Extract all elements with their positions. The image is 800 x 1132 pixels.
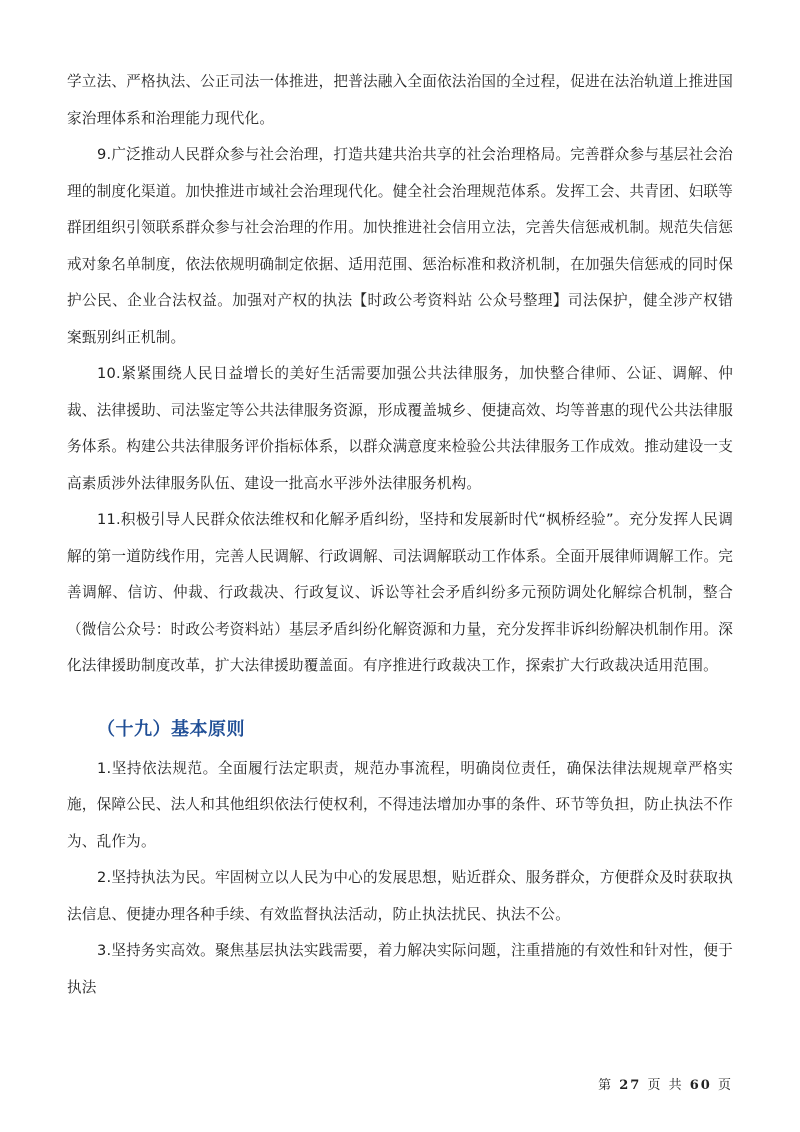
page-footer <box>598 1074 733 1093</box>
total-page-number: 60 <box>689 1078 712 1093</box>
current-page-number: 27 <box>619 1078 642 1093</box>
footer-prefix: 第 <box>598 1078 614 1093</box>
paragraph-item-11: 11.积极引导人民群众依法维权和化解矛盾纠纷，坚持和发展新时代“枫桥经验”。充分发挥人民调解的第一道防线作用，完善人民调解、行政调解、司法调解联动工作体系。全面开展律师调解工作。完善调解、信访、仲裁、行政裁决、行政复议、诉讼等社会矛盾纠纷多元预防调处化解综合机制，整合（微信公众号：时政公考资料站）基层矛盾纠纷化解资源和力量，充分发挥非诉纠纷解决机制作用。深化法律援助制度改革，扩大法律援助覆盖面。有序推进行政裁决工作，探索扩大行政裁决适用范围。 <box>67 511 733 674</box>
paragraph-item-9: 9.广泛推动人民群众参与社会治理，打造共建共治共享的社会治理格局。完善群众参与基层社会治理的制度化渠道。加快推进市域社会治理现代化。健全社会治理规范体系。发挥工会、共青团、妇联等群团组织引领联系群众参与社会治理的作用。加快推进社会信用立法，完善失信惩戒机制。规范失信惩戒对象名单制度，依法依规明确制定依据、适用范围、惩治标准和救济机制，在加强失信惩戒的同时保护公民、企业合法权益。加强对产权的执法【时政公考资料站 公众号整理】司法保护，健全涉产权错案甄别纠正机制。 <box>67 146 733 346</box>
section-heading: （十九）基本原则 <box>97 718 245 740</box>
paragraph-item-10: 10.紧紧围绕人民日益增长的美好生活需要加强公共法律服务，加快整合律师、公证、调解、仲裁、法律援助、司法鉴定等公共法律服务资源，形成覆盖城乡、便捷高效、均等普惠的现代公共法律服务体系。构建公共法律服务评价指标体系，以群众满意度来检验公共法律服务工作成效。推动建设一支高素质涉外法律服务队伍、建设一批高水平涉外法律服务机构。 <box>67 365 733 492</box>
principle-item-1: 1.坚持依法规范。全面履行法定职责，规范办事流程，明确岗位责任，确保法律法规规章严格实施，保障公民、法人和其他组织依法行使权利，不得违法增加办事的条件、环节等负担，防止执法不作为、乱作为。 <box>67 759 733 850</box>
paragraph-continued: 学立法、严格执法、公正司法一体推进，把普法融入全面依法治国的全过程，促进在法治轨道上推进国家治理体系和治理能力现代化。 <box>67 73 733 127</box>
principle-item-2: 2.坚持执法为民。牢固树立以人民为中心的发展思想，贴近群众、服务群众，方便群众及时获取执法信息、便捷办理各种手续、有效监督执法活动，防止执法扰民、执法不公。 <box>67 869 733 923</box>
principle-item-3: 3.坚持务实高效。聚焦基层执法实践需要，着力解决实际问题，注重措施的有效性和针对性，便于执法 <box>67 942 733 996</box>
footer-suffix: 页 <box>717 1078 733 1093</box>
document-body <box>67 64 733 1006</box>
footer-middle: 页 共 <box>647 1078 684 1093</box>
